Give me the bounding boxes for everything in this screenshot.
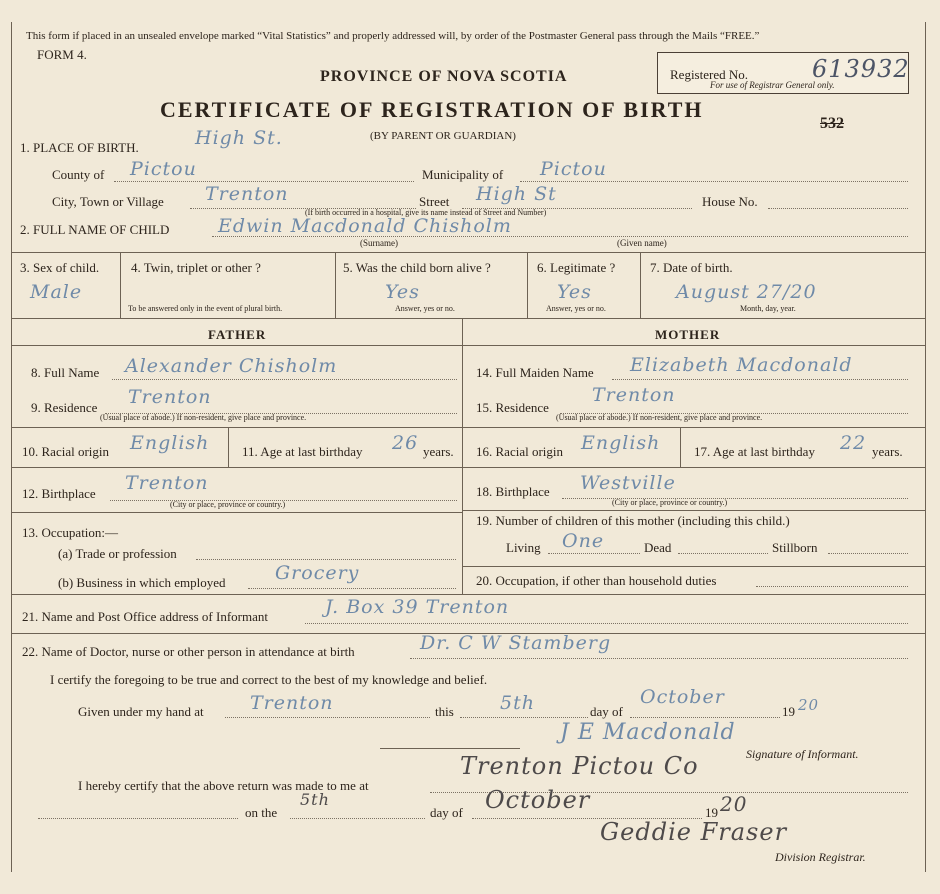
given-place: Trenton [250,692,334,714]
date-value: August 27/20 [676,281,817,303]
county-value: Pictou [130,158,197,180]
mother-age-label: 17. Age at last birthday [694,444,815,459]
doctor-value: Dr. C W Stamberg [420,632,612,654]
surname-note: (Surname) [360,238,398,248]
street-label: Street [419,194,450,209]
place-label: 1. PLACE OF BIRTH. [20,140,139,155]
province-heading: PROVINCE OF NOVA SCOTIA [320,68,568,85]
stillborn-label: Stillborn [772,540,818,555]
registrar-signature: Geddie Fraser [600,818,788,846]
alive-label: 5. Was the child born alive ? [343,260,491,275]
children-label: 19. Number of children of this mother (including this child.) [476,513,790,528]
certify-text: I certify the foregoing to be true and correct to the best of my knowledge and belief. [50,672,488,687]
given-day-label: day of [590,704,623,719]
informant-signature-label: Signature of Informant. [746,747,859,761]
father-age-label: 11. Age at last birthday [242,444,363,459]
form-number: FORM 4. [37,47,87,62]
hospital-note: (If birth occurred in a hospital, give its name instead of Street and Number) [305,208,547,217]
mother-bp-value: Westville [580,472,676,494]
place-value: High St. [195,127,283,149]
this-label: this [435,704,454,719]
father-res-note: (Usual place of abode.) If non-resident, give place and province. [100,413,307,422]
father-racial-value: English [130,432,210,454]
registrar-month: October [485,786,591,814]
informant-signature: J E Macdonald [560,720,736,745]
father-res-value: Trenton [128,386,212,408]
given-year-prefix: 19 [782,704,795,719]
father-bp-value: Trenton [125,472,209,494]
old-number: 532 [820,115,844,132]
mother-bp-note: (City or place, province or country.) [612,498,728,507]
mother-res-value: Trenton [592,384,676,406]
county-label: County of [52,167,105,182]
alive-value: Yes [385,281,420,303]
mother-bp-label: 18. Birthplace [476,484,550,499]
municipality-value: Pictou [540,158,607,180]
registrar-day: 5th [300,790,330,809]
twin-note: To be answered only in the event of plural birth. [128,304,283,313]
twin-label: 4. Twin, triplet or other ? [131,260,261,275]
father-bp-note: (City or place, province or country.) [170,500,286,509]
informant-label: 21. Name and Post Office address of Informant [22,609,268,624]
mother-racial-label: 16. Racial origin [476,444,564,459]
registrar-on-label: on the [245,805,278,820]
business-label: (b) Business in which employed [58,575,226,590]
informant-value: J. Box 39 Trenton [325,596,510,618]
document-title: CERTIFICATE OF REGISTRATION OF BIRTH [160,97,704,122]
city-value: Trenton [205,183,289,205]
street-value: High St [476,183,557,205]
given-year: 20 [798,696,820,714]
registrar-year: 20 [720,792,748,816]
registrar-signature-label: Division Registrar. [775,850,866,864]
sex-value: Male [30,281,83,303]
given-note: (Given name) [617,238,667,248]
father-bp-label: 12. Birthplace [22,486,96,501]
document-subtitle: (BY PARENT OR GUARDIAN) [370,130,516,142]
city-label: City, Town or Village [52,194,164,209]
mother-heading: MOTHER [655,327,721,342]
father-name-value: Alexander Chisholm [125,355,338,377]
doctor-label: 22. Name of Doctor, nurse or other person in attendance at birth [22,644,355,659]
mother-res-label: 15. Residence [476,400,549,415]
dead-label: Dead [644,540,672,555]
sex-label: 3. Sex of child. [20,260,100,275]
date-note: Month, day, year. [740,304,796,313]
date-label: 7. Date of birth. [650,260,733,275]
given-month: October [640,686,725,708]
business-value: Grocery [275,562,360,584]
municipality-label: Municipality of [422,167,504,182]
mother-racial-value: English [581,432,661,454]
father-age-value: 26 [392,432,419,454]
given-label: Given under my hand at [78,704,204,719]
living-value: One [562,530,605,552]
father-res-label: 9. Residence [31,400,98,415]
registered-note: For use of Registrar General only. [710,80,835,90]
father-racial-label: 10. Racial origin [22,444,110,459]
registered-number: 613932 [812,55,910,83]
legit-label: 6. Legitimate ? [537,260,616,275]
house-label: House No. [702,194,758,209]
registrar-text: I hereby certify that the above return was made to me at [78,778,369,793]
right-border [925,22,926,872]
living-label: Living [506,540,541,555]
mother-occ-label: 20. Occupation, if other than household duties [476,573,717,588]
given-day: 5th [500,692,535,714]
father-name-label: 8. Full Name [31,365,100,380]
legit-value: Yes [557,281,592,303]
child-name-value: Edwin Macdonald Chisholm [218,215,512,237]
occupation-label: 13. Occupation:— [22,525,119,540]
registered-label: Registered No. [670,67,748,82]
child-name-label: 2. FULL NAME OF CHILD [20,222,170,237]
parents-divider [462,318,463,594]
mother-years: years. [872,444,903,459]
left-border [11,22,12,872]
alive-note: Answer, yes or no. [395,304,455,313]
registrar-place: Trenton Pictou Co [460,752,699,780]
mother-age-value: 22 [840,432,867,454]
registrar-day-label: day of [430,805,463,820]
registrar-year-prefix: 19 [705,805,718,820]
mother-name-value: Elizabeth Macdonald [630,354,853,376]
mother-name-label: 14. Full Maiden Name [476,365,594,380]
trade-label: (a) Trade or profession [58,546,177,561]
father-years: years. [423,444,454,459]
postal-notice: This form if placed in an unsealed envelope marked “Vital Statistics” and properly addressed will, by order of the Postmaster General pass through the Mails “FREE.” [26,30,760,42]
legit-note: Answer, yes or no. [546,304,606,313]
father-heading: FATHER [208,327,267,342]
mother-res-note: (Usual place of abode.) If non-resident, give place and province. [556,413,763,422]
